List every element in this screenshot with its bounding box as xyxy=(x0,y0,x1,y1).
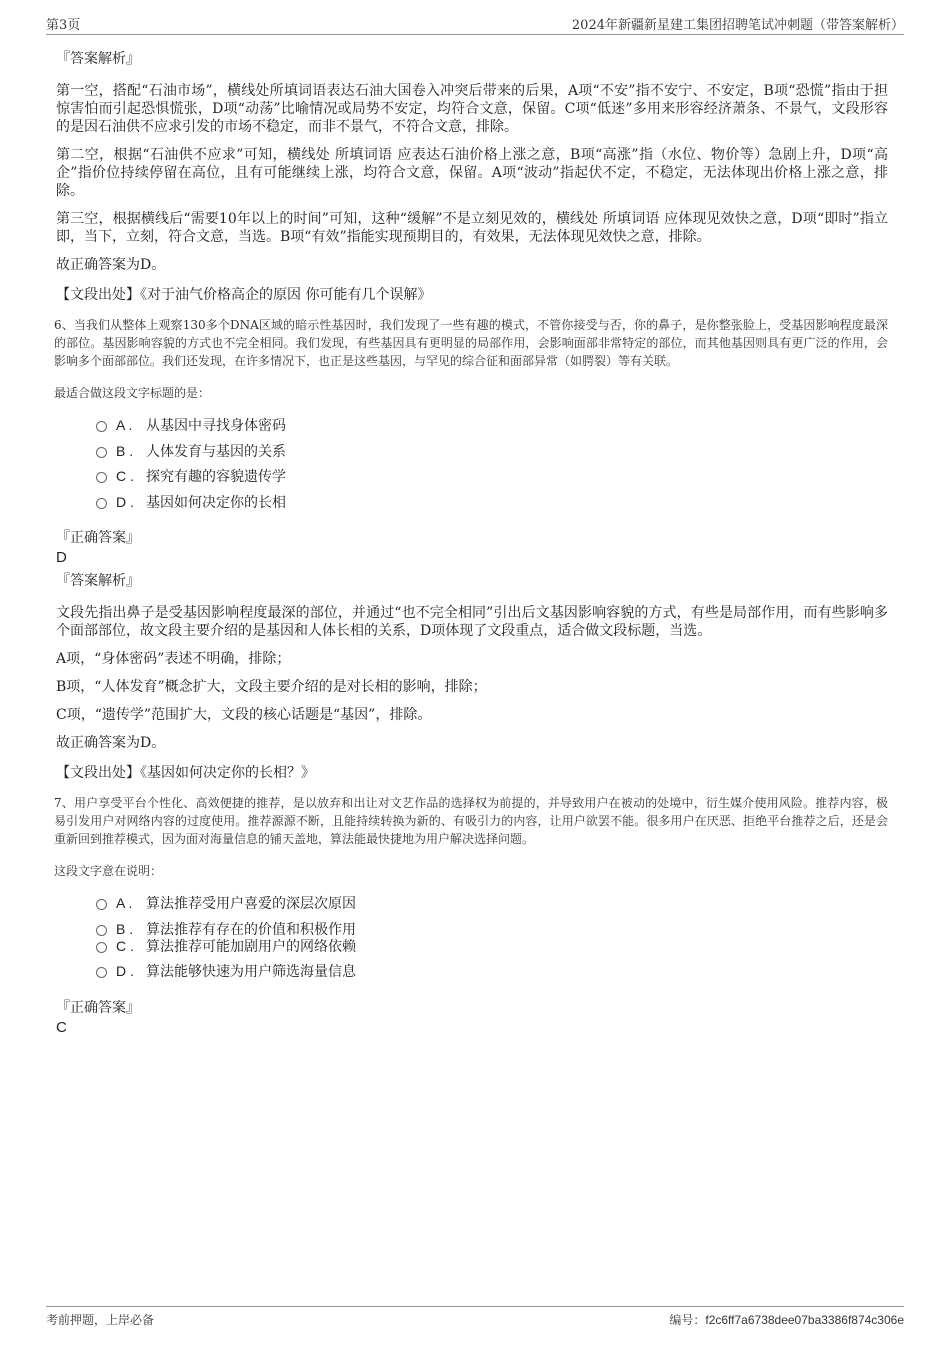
q7-option-a[interactable] xyxy=(96,893,888,919)
radio-icon[interactable] xyxy=(96,899,107,910)
q6-answer: D xyxy=(56,549,67,566)
q6-source: 【文段出处】《基因如何决定你的长相？》 xyxy=(56,765,315,781)
option-text: 从基因中寻找身体密码 xyxy=(146,418,286,434)
q6-option-d[interactable] xyxy=(96,492,888,518)
option-text: 算法推荐受用户喜爱的深层次原因 xyxy=(146,896,356,912)
option-letter: A . xyxy=(116,417,133,433)
document-id: 编号：f2c6ff7a6738dee07ba3386f874c306e xyxy=(669,1313,904,1327)
q6-analysis-para: A项，“身体密码”表述不明确，排除； xyxy=(56,651,291,667)
option-text: 算法推荐可能加剧用户的网络依赖 xyxy=(146,938,356,955)
q6-option-b[interactable] xyxy=(96,441,888,467)
page-footer xyxy=(46,1306,904,1329)
q7-answer-label: 『正确答案』 xyxy=(56,999,140,1016)
radio-icon[interactable] xyxy=(96,498,107,509)
document-title: 2024年新疆新星建工集团招聘笔试冲刺题（带答案解析） xyxy=(571,18,904,33)
option-text: 人体发育与基因的关系 xyxy=(146,443,286,460)
q6-analysis-para: B项，“人体发育”概念扩大，文段主要介绍的是对长相的影响，排除； xyxy=(56,679,487,695)
option-text: 算法能够快速为用户筛选海量信息 xyxy=(146,964,356,980)
page-header xyxy=(46,14,904,35)
q6-options xyxy=(96,415,888,517)
q6-analysis-para: 文段先指出鼻子是受基因影响程度最深的部位，并通过“也不完全相同”引出后文基因影响容貌的方式，有些是局部作用，而有些影响多个面部部位，故文段主要介绍的是基因和人体长相的关系，D项体现了文段重点，适合做文段标题，当选。 xyxy=(56,605,888,639)
q6-option-c[interactable] xyxy=(96,466,888,492)
q5-conclusion: 故正确答案为D。 xyxy=(56,257,166,273)
q7-prompt: 这段文字意在说明： xyxy=(54,864,163,878)
radio-icon[interactable] xyxy=(96,942,107,953)
footer-slogan: 考前押题，上岸必备 xyxy=(46,1313,155,1327)
q6-answer-label: 『正确答案』 xyxy=(56,530,140,546)
q5-analysis-para: 第一空，搭配“石油市场”，横线处所填词语表达石油大国卷入冲突后带来的后果，A项“不安”指不安宁、不安定，B项“恐慌”指由于担惊害怕而引起恐惧慌张，D项“动荡”比喻情况或局势不安定，均符合文意，保留。C项“低迷”多用来形容经济萧条、不景气，文段形容的是因石油供不应求引发的市场不稳定，而非不景气，不符合文意，排除。 xyxy=(56,83,888,135)
radio-icon[interactable] xyxy=(96,967,107,978)
q6-analysis-para: C项，“遗传学”范围扩大，文段的核心话题是“基因”，排除。 xyxy=(56,707,432,723)
option-letter: B . xyxy=(116,442,134,459)
page-number: 第3页 xyxy=(46,18,81,33)
option-letter: D . xyxy=(116,493,134,510)
radio-icon[interactable] xyxy=(96,472,107,483)
option-letter: C . xyxy=(116,937,134,954)
q7-option-d[interactable] xyxy=(96,961,888,987)
q6-prompt: 最适合做这段文字标题的是： xyxy=(54,386,211,400)
radio-icon[interactable] xyxy=(96,925,107,936)
radio-icon[interactable] xyxy=(96,447,107,458)
option-letter: D . xyxy=(116,963,134,979)
q7-answer: C xyxy=(56,1018,67,1036)
option-letter: C . xyxy=(116,468,134,484)
q5-source: 【文段出处】《对于油气价格高企的原因 你可能有几个误解》 xyxy=(56,287,432,303)
option-text: 算法推荐有存在的价值和积极作用 xyxy=(146,921,356,938)
radio-icon[interactable] xyxy=(96,421,107,432)
q5-analysis-para: 第二空，根据“石油供不应求”可知，横线处 所填词语 应表达石油价格上涨之意，B项“高涨”指（水位、物价等）急剧上升，D项“高企”指价位持续停留在高位，且有可能继续上涨，均符合文意，保留。A项“波动”指起伏不定，不稳定，无法体现出价格上涨之意，排除。 xyxy=(56,147,888,199)
q6-analysis-label: 『答案解析』 xyxy=(56,573,140,589)
q6-question-text: 6、当我们从整体上观察130多个DNA区域的暗示性基因时，我们发现了一些有趣的模式，不管你接受与否，你的鼻子，是你整张脸上，受基因影响程度最深的部位。基因影响容貌的方式也不完全相同。我们发现，有些基因具有更明显的局部作用，会影响面部非常特定的部位，而其他基因则具有更广泛的作用，会影响多个面部部位。我们还发现，在许多情况下，也正是这些基因，与罕见的综合征和面部异常（如腭裂）等有关联。 xyxy=(54,318,888,368)
document-content xyxy=(56,44,888,1040)
q7-question-text: 7、用户享受平台个性化、高效便捷的推荐，是以放弃和出让对文艺作品的选择权为前提的，并导致用户在被动的处境中，衍生媒介使用风险。推荐内容，极易引发用户对网络内容的过度使用。推荐源源不断，且能持续转换为新的、有吸引力的内容，让用户欲罢不能。很多用户在厌恶、拒绝平台推荐之后，还是会重新回到推荐模式，因为面对海量信息的铺天盖地，算法能最快捷地为用户解决选择问题。 xyxy=(54,796,888,846)
q5-analysis-para: 第三空，根据横线后“需要10年以上的时间”可知，这种“缓解”不是立刻见效的，横线处 所填词语 应体现见效快之意，D项“即时”指立即，当下，立刻，符合文意，当选。B项“有效”指能实现预期目的，有效果，无法体现见效快之意，排除。 xyxy=(56,211,888,245)
option-letter: A . xyxy=(116,895,133,911)
q7-option-c[interactable] xyxy=(96,936,888,962)
q7-options xyxy=(96,893,888,987)
q6-option-a[interactable] xyxy=(96,415,888,441)
q5-analysis-label: 『答案解析』 xyxy=(56,51,140,67)
option-text: 探究有趣的容貌遗传学 xyxy=(146,469,286,485)
q6-conclusion: 故正确答案为D。 xyxy=(56,735,166,751)
q7-option-b[interactable] xyxy=(96,919,888,936)
option-letter: B . xyxy=(116,920,134,937)
option-text: 基因如何决定你的长相 xyxy=(146,494,286,511)
